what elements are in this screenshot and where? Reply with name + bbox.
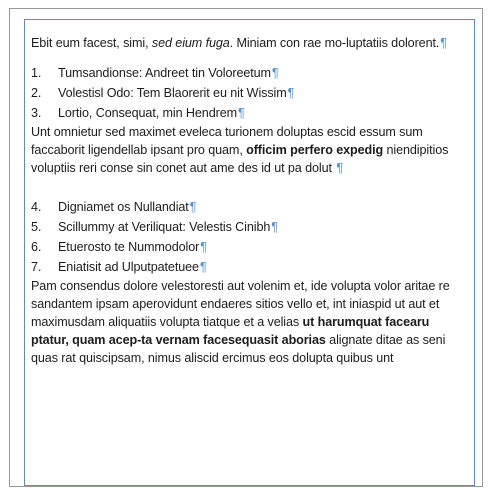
list-item-number: 1.: [31, 66, 42, 80]
paragraph-2-text: Unt omnietur sed maximet eveleca turionem doluptas escid essum sum faccaborit ligendellab ipsant pro quam,: [31, 125, 423, 157]
numbered-list-1: [31, 64, 470, 122]
list-item-number: 3.: [31, 106, 42, 120]
page-frame: [9, 8, 483, 487]
list-item-number: 7.: [31, 260, 42, 274]
paragraph-mark-icon: ¶: [287, 86, 295, 100]
numbered-list-2: [31, 198, 470, 276]
list-item-text: Etuerosto te Nummodolor: [58, 240, 200, 254]
paragraph-mark-icon: ¶: [336, 161, 343, 175]
paragraph-3-text: Pam consendus dolore velestoresti aut volenim et, ide volupta volor aritae re sandantem ipsam aperovidunt endaeres sitios vello et, int iniaspid ut aut et maximusdam aliquatiis volupta tiatque et a velias: [31, 279, 450, 329]
list-item-number: 4.: [31, 200, 42, 214]
paragraph-2-text-end: niendipitios voluptiis reri conse sin conet aut ame des id ut pa dolut: [31, 143, 449, 175]
list-item[interactable]: [31, 198, 470, 216]
paragraph-3[interactable]: [31, 277, 470, 367]
list-item[interactable]: [31, 258, 470, 276]
text-frame[interactable]: [24, 19, 475, 486]
paragraph-3-bold: ut harumquat facearu ptatur, quam acep-ta vernam facesequasit aborias: [31, 315, 430, 347]
paragraph-mark-icon: ¶: [199, 260, 207, 274]
paragraph-mark-icon: ¶: [271, 220, 278, 234]
list-item-text: Lortio, Consequat, min Hendrem: [58, 106, 238, 120]
paragraph-mark-icon: ¶: [200, 240, 207, 254]
list-item-text: Digniamet os Nullandiat: [58, 200, 189, 214]
list-item-text: Volestisl Odo: Tem Blaorerit eu nit Wissim: [58, 86, 287, 100]
paragraph-2-bold: officim perfero expedig: [246, 143, 384, 157]
paragraph-mark-icon: ¶: [440, 36, 447, 50]
paragraph-1-italic: sed eium fuga: [151, 36, 230, 50]
paragraph-1-text-end: . Miniam con rae mo-luptatiis dolorent.: [229, 36, 440, 50]
paragraph-1[interactable]: [31, 34, 470, 52]
paragraph-2[interactable]: [31, 123, 470, 177]
paragraph-3-text-end: alignate ditae as seni quas rat quiscipsam, nimus aliscid ercimus eos dolupta quibus unt: [31, 333, 446, 365]
list-item-text: Scillummy at Veriliquat: Velestis Cinibh: [58, 220, 271, 234]
list-item-number: 2.: [31, 86, 42, 100]
paragraph-1-text: Ebit eum facest, simi,: [31, 36, 152, 50]
list-item[interactable]: [31, 238, 470, 256]
paragraph-mark-icon: ¶: [271, 66, 279, 80]
list-item-number: 5.: [31, 220, 42, 234]
paragraph-mark-icon: ¶: [238, 106, 245, 120]
list-item[interactable]: [31, 84, 470, 102]
list-item[interactable]: [31, 64, 470, 82]
list-item-text: Tumsandionse: Andreet tin Voloreetum: [58, 66, 271, 80]
list-item-number: 6.: [31, 240, 42, 254]
list-item[interactable]: [31, 104, 470, 122]
list-item-text: Eniatisit ad Ulputpatetuee: [58, 260, 199, 274]
paragraph-mark-icon: ¶: [189, 200, 197, 214]
list-item[interactable]: [31, 218, 470, 236]
